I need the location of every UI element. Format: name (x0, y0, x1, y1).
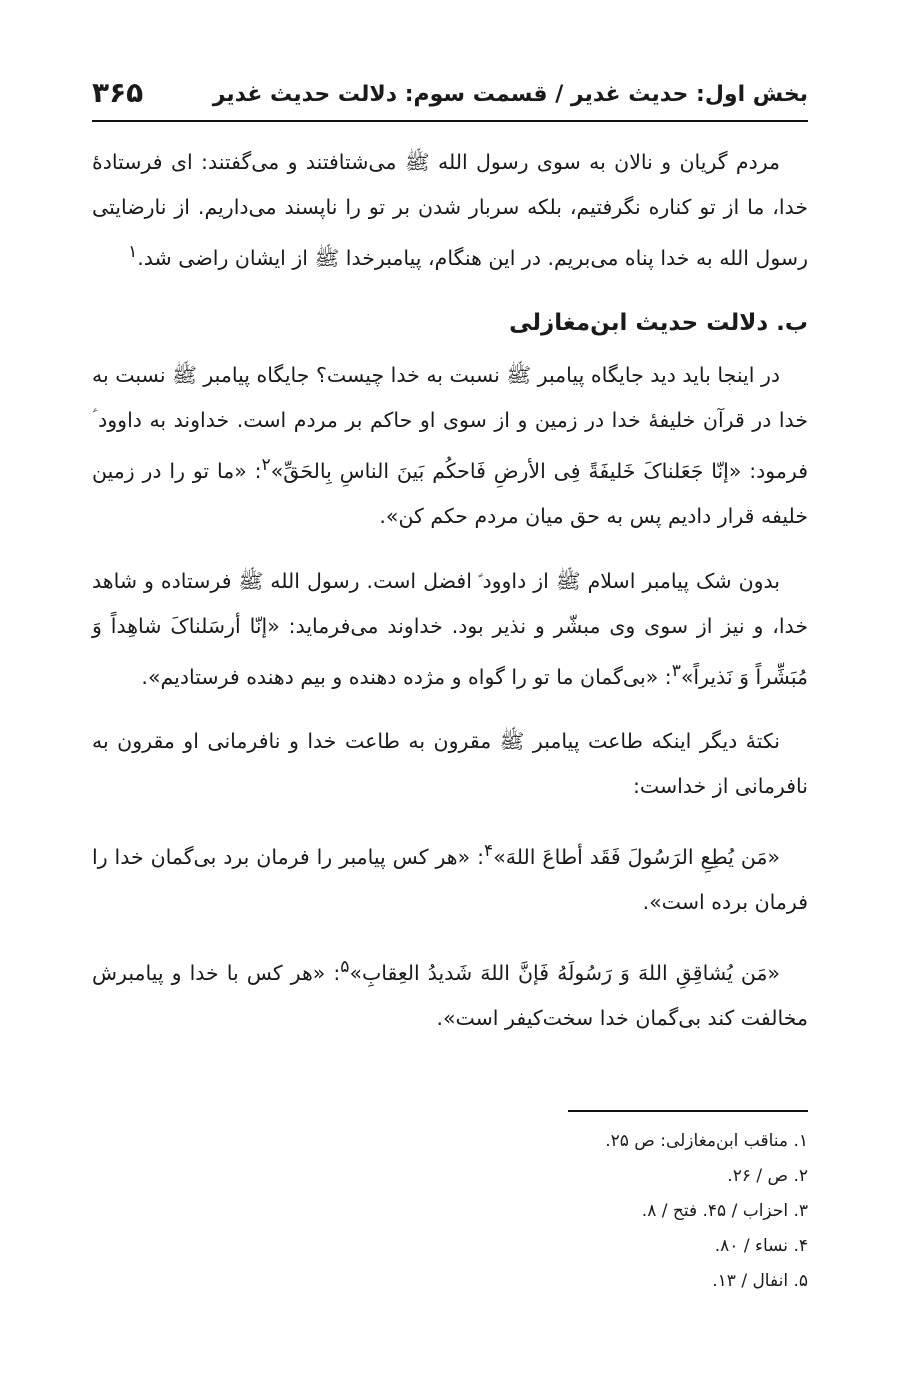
page-number: ۳۶۵ (92, 76, 144, 109)
footnote-4: ۴. نساء / ۸۰. (714, 1236, 808, 1256)
footnote-ref-5: ۵ (340, 957, 350, 978)
footnote-ref-3: ۳ (671, 660, 681, 681)
footnote-divider (568, 1110, 808, 1112)
footnote-3: ۳. احزاب / ۴۵. فتح / ۸. (641, 1201, 808, 1221)
paragraph-3 (92, 559, 808, 700)
paragraph-6 (92, 945, 808, 1041)
paragraph-4: نکتهٔ دیگر اینکه طاعت پیامبر ﷺ مقرون به طاعت خدا و نافرمانی او مقرون به نافرمانی از خداست: (92, 729, 808, 799)
paragraph-5 (92, 829, 808, 925)
paragraph-3-text: بدون شک پیامبر اسلام ﷺ از داوود ؑ افضل است. رسول الله ﷺ فرستاده و شاهد خدا، و نیز از سوی وی مبشّر و نذیر بود. خداوند می‌فرماید: «إنّا أرسَلناکَ شاهِداً وَ مُبَشِّراً وَ نَذیراً» (92, 568, 808, 689)
footnote-ref-1: ۱ (128, 242, 138, 262)
paragraph-1 (92, 140, 808, 281)
footnote-2: ۲. ص / ۲۶. (727, 1166, 808, 1186)
footnote-1: ۱. مناقب ابن‌مغازلی: ص ۲۵. (605, 1131, 808, 1151)
page-header (92, 72, 808, 122)
footnotes (308, 1124, 808, 1299)
paragraph-2-text: در اینجا باید دید جایگاه پیامبر ﷺ نسبت به خدا چیست؟ جایگاه پیامبر ﷺ نسبت به خدا در قرآن خلیفهٔ خدا در زمین و از سوی او حاکم بر مردم است. خداوند به داوود ؑ فرمود: «إنّا جَعَلناکَ خَلیفَةً فِی الأرضِ فَاحکُم بَینَ الناسِ بِالحَقِّ» (92, 362, 808, 483)
footnote-5: ۵. انفال / ۱۳. (712, 1271, 808, 1291)
paragraph-2 (92, 353, 808, 539)
paragraph-5-tail: : «هر کس پیامبر را فرمان برد بی‌گمان خدا را فرمان برده است». (92, 845, 808, 915)
section-heading: ب. دلالت حدیث ابن‌مغازلی (509, 309, 808, 336)
footnote-ref-4: ۴ (484, 841, 494, 862)
paragraph-6-text: «مَن یُشاقِقِ اللهَ وَ رَسُولَهُ فَإنَّ اللهَ شَدیدُ العِقابِ» (349, 961, 780, 986)
paragraph-1-text: مردم گریان و نالان به سوی رسول الله ﷺ می‌شتافتند و می‌گفتند: ای فرستادهٔ خدا، ما از تو کناره نگرفتیم، بلکه سربار شدن بر تو را ناپسند می‌داریم. از نارضایتی رسول الله به خدا پناه می‌بریم. در این هنگام، پیامبرخدا ﷺ از ایشان راضی شد. (92, 150, 808, 270)
running-title: بخش اول: حدیث غدیر / قسمت سوم: دلالت حدیث غدیر (212, 82, 808, 107)
paragraph-6-tail: : «هر کس با خدا و پیامبرش مخالفت کند بی‌گمان خدا سخت‌کیفر است». (92, 961, 808, 1031)
footnote-ref-2: ۲ (261, 454, 271, 475)
paragraph-2-tail: : «ما تو را در زمین خلیفه قرار دادیم پس به حق میان مردم حکم کن». (92, 458, 808, 528)
paragraph-3-tail: : «بی‌گمان ما تو را گواه و مژده دهنده و بیم دهنده فرستادیم». (141, 664, 672, 689)
paragraph-5-text: «مَن یُطِعِ الرَسُولَ فَقَد أطاعَ اللهَ» (493, 845, 780, 870)
page-body (92, 140, 808, 1041)
